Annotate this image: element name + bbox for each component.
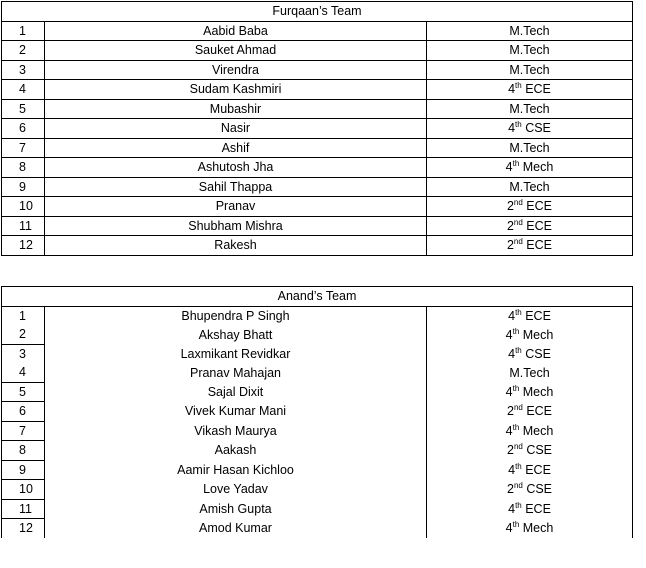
member-class	[427, 80, 633, 100]
table-row	[2, 480, 633, 500]
table-row	[2, 363, 633, 382]
table-row	[2, 236, 633, 256]
class-year-suffix: nd	[513, 217, 523, 227]
class-year-suffix: nd	[513, 442, 523, 452]
class-year-suffix: th	[515, 461, 522, 471]
class-branch: ECE	[522, 218, 553, 233]
class-branch: ECE	[521, 501, 551, 516]
table-row	[2, 421, 633, 441]
class-year: 4	[508, 308, 516, 323]
member-name: Ashutosh Jha	[45, 158, 427, 178]
member-name: Akshay Bhatt	[45, 325, 427, 344]
member-number: 11	[2, 499, 45, 519]
class-year: 4	[505, 521, 513, 535]
table-row	[2, 499, 633, 519]
member-class	[427, 519, 633, 538]
member-number: 10	[2, 197, 45, 217]
member-class	[427, 382, 633, 402]
class-branch: Mech	[519, 384, 554, 399]
member-class	[427, 344, 633, 363]
member-number: 7	[2, 138, 45, 158]
member-number: 4	[2, 363, 45, 382]
member-number: 9	[2, 177, 45, 197]
class-year-suffix: nd	[513, 403, 523, 413]
member-number: 10	[2, 480, 45, 500]
member-class	[427, 306, 633, 325]
class-year: 4	[505, 423, 513, 438]
table-row	[2, 344, 633, 363]
member-class	[427, 138, 633, 158]
class-year: 4	[505, 160, 513, 175]
member-name: Sudam Kashmiri	[45, 80, 427, 100]
table-row	[2, 306, 633, 325]
class-branch: CSE	[522, 443, 553, 458]
member-class	[427, 60, 633, 80]
class-branch: M.Tech	[509, 365, 550, 380]
class-year: 4	[508, 346, 516, 361]
table-row	[2, 177, 633, 197]
class-year: 2	[506, 199, 514, 214]
member-class	[427, 119, 633, 139]
table-header-row	[2, 2, 633, 22]
furqaan-team-table	[1, 1, 633, 256]
class-branch: Mech	[519, 521, 554, 535]
member-name: Rakesh	[45, 236, 427, 256]
table-row	[2, 197, 633, 217]
class-branch: ECE	[522, 404, 553, 419]
class-year: 4	[508, 462, 516, 477]
member-name: Bhupendra P Singh	[45, 306, 427, 325]
member-name: Vivek Kumar Mani	[45, 402, 427, 422]
anand-team-table	[1, 286, 633, 538]
table-row	[2, 519, 633, 538]
table-row	[2, 402, 633, 422]
class-year-suffix: nd	[513, 198, 523, 208]
member-name: Aabid Baba	[45, 21, 427, 41]
class-year-suffix: th	[512, 326, 520, 336]
member-name: Amod Kumar	[45, 519, 427, 538]
member-name: Ashif	[45, 138, 427, 158]
member-name: Virendra	[45, 60, 427, 80]
member-name: Pranav Mahajan	[45, 363, 427, 382]
member-name: Mubashir	[45, 99, 427, 119]
anand-team-body	[2, 287, 633, 538]
member-class	[427, 421, 633, 441]
class-year-suffix: th	[515, 307, 522, 317]
class-branch: Mech	[519, 327, 554, 342]
table-row	[2, 138, 633, 158]
member-number: 4	[2, 80, 45, 100]
member-number: 5	[2, 99, 45, 119]
class-year: 4	[508, 121, 516, 136]
table-row	[2, 158, 633, 178]
class-year-suffix: nd	[513, 237, 523, 247]
class-branch: CSE	[521, 346, 551, 361]
class-branch: Mech	[519, 423, 554, 438]
table-row	[2, 80, 633, 100]
class-branch: ECE	[521, 308, 551, 323]
member-number: 2	[2, 41, 45, 61]
member-number: 9	[2, 460, 45, 480]
member-class	[427, 197, 633, 217]
member-number: 11	[2, 216, 45, 236]
member-number: 8	[2, 441, 45, 461]
class-year: 4	[505, 384, 513, 399]
class-year-suffix: th	[515, 120, 522, 130]
member-class	[427, 499, 633, 519]
member-name: Laxmikant Revidkar	[45, 344, 427, 363]
member-class	[427, 177, 633, 197]
member-number: 2	[2, 325, 45, 344]
class-year-suffix: th	[515, 500, 522, 510]
class-year-suffix: th	[512, 519, 520, 529]
member-class	[427, 441, 633, 461]
member-name: Aakash	[45, 441, 427, 461]
member-number: 3	[2, 344, 45, 363]
class-branch: CSE	[521, 121, 551, 136]
member-number: 6	[2, 402, 45, 422]
class-year-suffix: th	[515, 345, 522, 355]
member-number: 7	[2, 421, 45, 441]
class-year-suffix: th	[515, 81, 522, 91]
class-branch: M.Tech	[509, 62, 550, 77]
member-name: Nasir	[45, 119, 427, 139]
class-year: 2	[506, 238, 514, 253]
class-year-suffix: nd	[513, 481, 523, 491]
member-name: Sauket Ahmad	[45, 41, 427, 61]
member-number: 5	[2, 382, 45, 402]
member-name: Vikash Maurya	[45, 421, 427, 441]
table-row	[2, 99, 633, 119]
member-class	[427, 158, 633, 178]
member-class	[427, 216, 633, 236]
member-name: Sajal Dixit	[45, 382, 427, 402]
class-year-suffix: th	[512, 383, 520, 393]
table-row	[2, 119, 633, 139]
class-branch: ECE	[521, 82, 551, 97]
member-class	[427, 99, 633, 119]
class-year: 4	[508, 501, 516, 516]
class-branch: ECE	[522, 238, 553, 253]
class-year-suffix: th	[512, 422, 520, 432]
member-number: 1	[2, 21, 45, 41]
member-class	[427, 480, 633, 500]
class-year: 2	[506, 404, 514, 419]
table-header-row	[2, 287, 633, 307]
class-year: 2	[506, 218, 514, 233]
member-name: Sahil Thappa	[45, 177, 427, 197]
class-year: 2	[506, 443, 514, 458]
member-name: Pranav	[45, 197, 427, 217]
member-class	[427, 41, 633, 61]
member-number: 6	[2, 119, 45, 139]
class-branch: M.Tech	[509, 140, 550, 155]
class-branch: ECE	[522, 199, 553, 214]
class-year: 4	[505, 327, 513, 342]
table-row	[2, 441, 633, 461]
member-class	[427, 402, 633, 422]
class-branch: ECE	[521, 462, 551, 477]
class-year: 4	[508, 82, 516, 97]
member-name: Shubham Mishra	[45, 216, 427, 236]
table-row	[2, 41, 633, 61]
member-class	[427, 236, 633, 256]
member-class	[427, 363, 633, 382]
member-class	[427, 460, 633, 480]
member-class	[427, 325, 633, 344]
team-title: Anand’s Team	[2, 287, 633, 307]
team-title: Furqaan’s Team	[2, 2, 633, 22]
table-row	[2, 382, 633, 402]
member-name: Amish Gupta	[45, 499, 427, 519]
member-name: Love Yadav	[45, 480, 427, 500]
class-branch: M.Tech	[509, 101, 550, 116]
class-branch: M.Tech	[509, 179, 550, 194]
class-year: 2	[506, 482, 514, 497]
class-branch: Mech	[519, 160, 554, 175]
table-row	[2, 60, 633, 80]
member-number: 3	[2, 60, 45, 80]
member-name: Aamir Hasan Kichloo	[45, 460, 427, 480]
class-branch: M.Tech	[509, 43, 550, 58]
member-class	[427, 21, 633, 41]
furqaan-team-body	[2, 2, 633, 256]
table-row	[2, 21, 633, 41]
member-number: 1	[2, 306, 45, 325]
member-number: 8	[2, 158, 45, 178]
member-number: 12	[2, 519, 45, 538]
table-row	[2, 460, 633, 480]
class-branch: M.Tech	[509, 23, 550, 38]
class-year-suffix: th	[512, 159, 520, 169]
table-row	[2, 216, 633, 236]
table-row	[2, 325, 633, 344]
member-number: 12	[2, 236, 45, 256]
class-branch: CSE	[522, 482, 553, 497]
